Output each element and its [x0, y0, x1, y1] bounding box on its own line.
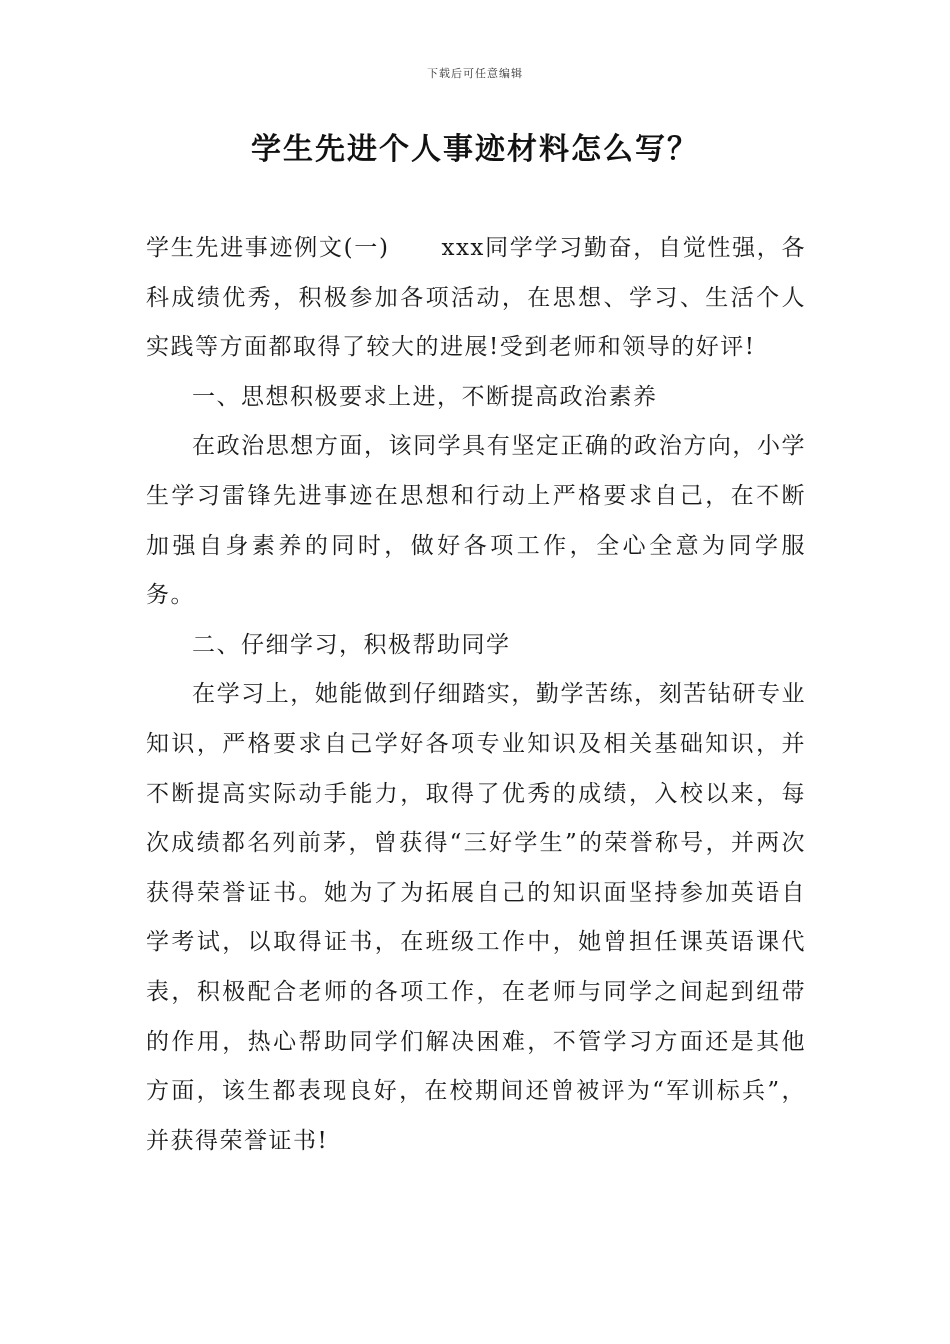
- section-heading-2: 二、仔细学习，积极帮助同学: [192, 631, 511, 658]
- section-body-2: 在学习上，她能做到仔细踏实，勤学苦练，刻苦钻研专业知识，严格要求自己学好各项专业知识及相关基础知识，并不断提高实际动手能力，取得了优秀的成绩，入校以来，每次成绩都名列前茅，曾获得“三好学生”的荣誉称号，并两次获得荣誉证书。她为了为拓展自己的知识面坚持参加英语自学考试，以取得证书，在班级工作中，她曾担任课英语课代表，积极配合老师的各项工作，在老师与同学之间起到纽带的作用，热心帮助同学们解决困难，不管学习方面还是其他方面，该生都表现良好，在校期间还曾被评为“军训标兵”，并获得荣誉证书!: [146, 681, 806, 1154]
- intro-paragraph: [146, 224, 806, 373]
- intro-label: 学生先进事迹例文(一): [146, 235, 390, 261]
- document-body: [146, 224, 806, 1166]
- intro-text: xxx同学学习勤奋，自觉性强，各科成绩优秀，积极参加各项活动，在思想、学习、生活个人实践等方面都取得了较大的进展!受到老师和领导的好评!: [146, 235, 806, 361]
- header-note: 下载后可任意编辑: [427, 67, 523, 80]
- document-title: 学生先进个人事迹材料怎么写？: [251, 132, 699, 167]
- section-body-1: 在政治思想方面，该同学具有坚定正确的政治方向，小学生学习雷锋先进事迹在思想和行动上严格要求自己，在不断加强自身素养的同时，做好各项工作，全心全意为同学服务。: [146, 433, 806, 609]
- section-heading-1: 一、思想积极要求上进，不断提高政治素养: [192, 383, 658, 410]
